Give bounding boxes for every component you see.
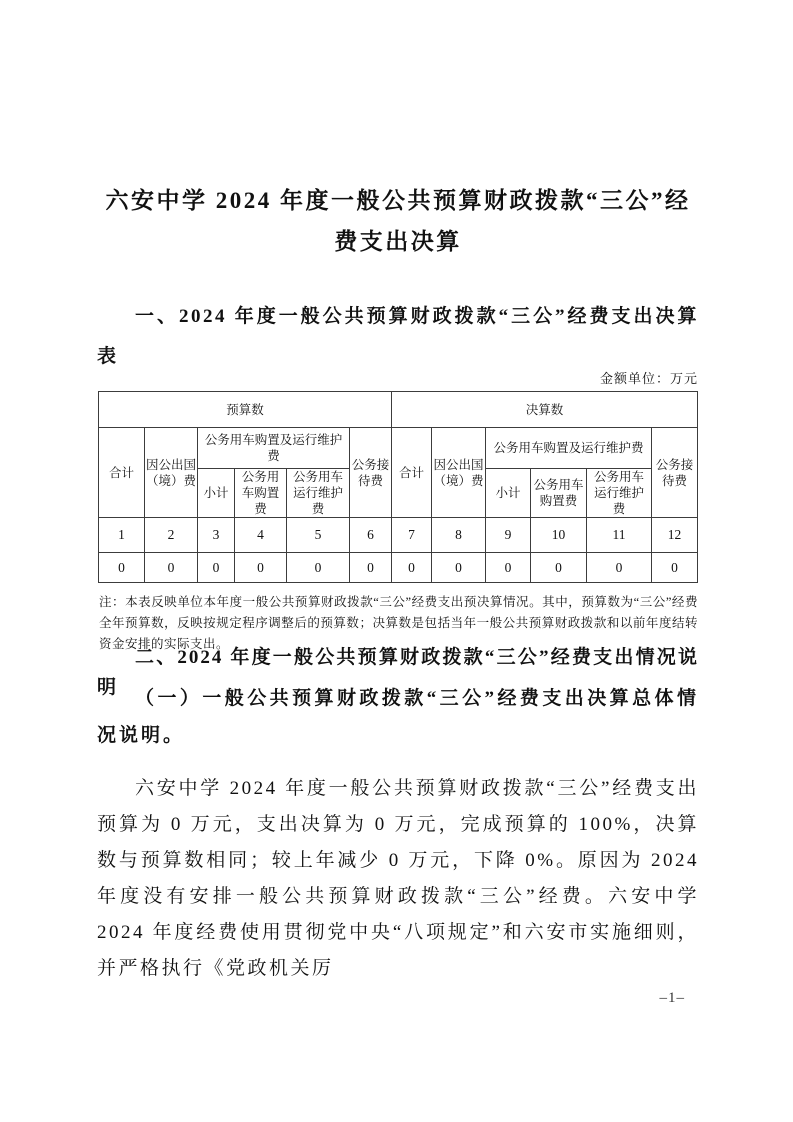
value-cell: 0 <box>99 553 145 583</box>
col-header-final-reception: 公务接待费 <box>652 428 698 518</box>
table-note: 注：本表反映单位本年度一般公共预算财政拨款“三公”经费支出预决算情况。其中，预算数为“三公”经费全年预算数，反映按规定程序调整后的预算数；决算数是包括当年一般公共预算财政拨款和以前年度结转资金安排的实际支出。 <box>99 594 698 651</box>
index-cell: 11 <box>587 518 652 553</box>
body-paragraph: 六安中学 2024 年度一般公共预算财政拨款“三公”经费支出预算为 0 万元，支出决算为 0 万元，完成预算的 100%，决算数与预算数相同；较上年减少 0 万元，下降 0%。原因为 2024 年度没有安排一般公共预算财政拨款“三公”经费。六安中学 2024 年度经费使用贯彻党中央“八项规定”和六安市实施细则，并严格执行《党政机关厉 <box>97 778 699 979</box>
amount-unit-label: 金额单位：万元 <box>599 371 698 386</box>
value-cell: 0 <box>287 553 350 583</box>
index-cell: 4 <box>235 518 287 553</box>
col-header-final-vehicle-maintenance: 公务用车运行维护费 <box>587 469 652 518</box>
sangong-expense-table <box>98 391 698 583</box>
value-cell: 0 <box>350 553 392 583</box>
value-cell: 0 <box>587 553 652 583</box>
page-number: –1– <box>659 990 685 1006</box>
final-group-header: 决算数 <box>392 392 698 428</box>
col-header-budget-vehicle-purchase: 公务用车购置费 <box>235 469 287 518</box>
column-index-row <box>99 518 698 553</box>
index-cell: 10 <box>531 518 587 553</box>
value-row <box>99 553 698 583</box>
budget-group-header: 预算数 <box>99 392 392 428</box>
col-header-budget-vehicle-group: 公务用车购置及运行维护费 <box>198 428 350 469</box>
col-header-final-vehicle-group: 公务用车购置及运行维护费 <box>486 428 652 469</box>
value-cell: 0 <box>392 553 432 583</box>
col-header-final-vehicle-subtotal: 小计 <box>486 469 531 518</box>
index-cell: 1 <box>99 518 145 553</box>
index-cell: 2 <box>145 518 198 553</box>
col-header-budget-total: 合计 <box>99 428 145 518</box>
index-cell: 6 <box>350 518 392 553</box>
value-cell: 0 <box>432 553 486 583</box>
value-cell: 0 <box>145 553 198 583</box>
col-header-final-total: 合计 <box>392 428 432 518</box>
document-title: 六安中学 2024 年度一般公共预算财政拨款“三公”经费支出决算 <box>105 188 691 254</box>
value-cell: 0 <box>198 553 235 583</box>
index-cell: 5 <box>287 518 350 553</box>
index-cell: 12 <box>652 518 698 553</box>
section2-sub1-heading: （一）一般公共预算财政拨款“三公”经费支出决算总体情况说明。 <box>97 688 699 746</box>
col-header-budget-vehicle-subtotal: 小计 <box>198 469 235 518</box>
col-header-final-vehicle-purchase: 公务用车购置费 <box>531 469 587 518</box>
value-cell: 0 <box>235 553 287 583</box>
value-cell: 0 <box>652 553 698 583</box>
value-cell: 0 <box>531 553 587 583</box>
index-cell: 3 <box>198 518 235 553</box>
col-header-budget-vehicle-maintenance: 公务用车运行维护费 <box>287 469 350 518</box>
col-header-final-abroad: 因公出国（境）费 <box>432 428 486 518</box>
section1-heading: 一、2024 年度一般公共预算财政拨款“三公”经费支出决算表 <box>97 306 699 367</box>
index-cell: 9 <box>486 518 531 553</box>
col-header-budget-reception: 公务接待费 <box>350 428 392 518</box>
index-cell: 8 <box>432 518 486 553</box>
index-cell: 7 <box>392 518 432 553</box>
value-cell: 0 <box>486 553 531 583</box>
section2-heading: 二、2024 年度一般公共预算财政拨款“三公”经费支出情况说明 <box>97 647 699 698</box>
col-header-budget-abroad: 因公出国（境）费 <box>145 428 198 518</box>
